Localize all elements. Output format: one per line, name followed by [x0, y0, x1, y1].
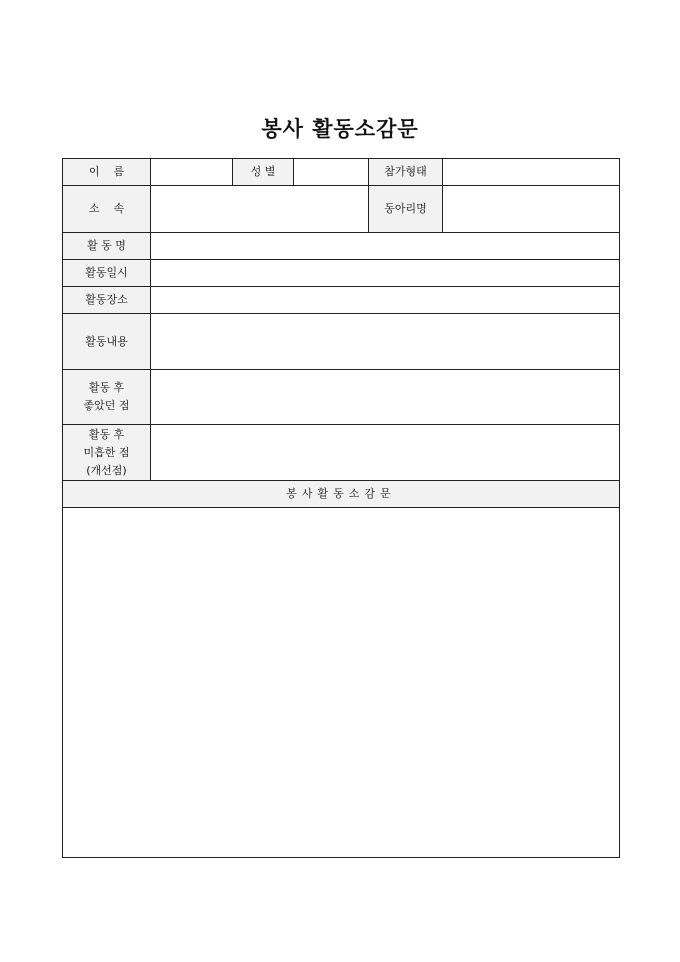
volunteer-reflection-form	[62, 158, 620, 858]
good-points-label-line-2: 좋았던 점	[83, 399, 130, 412]
improvement-field[interactable]	[151, 425, 620, 481]
reflection-section-header: 봉사활동소감문	[63, 481, 620, 508]
name-field[interactable]	[151, 159, 233, 186]
gender-field[interactable]	[294, 159, 369, 186]
activity-date-label: 활동일시	[63, 260, 151, 287]
club-name-field[interactable]	[443, 186, 620, 233]
activity-name-field[interactable]	[151, 233, 620, 260]
good-points-label-line-1: 활동 후	[88, 381, 125, 394]
page-title: 봉사 활동소감문	[261, 117, 419, 141]
activity-place-field[interactable]	[151, 287, 620, 314]
good-points-field[interactable]	[151, 370, 620, 425]
improvement-label-line-3: (개선점)	[86, 463, 127, 477]
improvement-label-line-1: 활동 후	[88, 427, 125, 441]
affiliation-field[interactable]	[151, 186, 369, 233]
activity-content-field[interactable]	[151, 314, 620, 370]
participation-type-label: 참가형태	[369, 159, 443, 186]
affiliation-label: 소 속	[63, 186, 151, 233]
club-name-label: 동아리명	[369, 186, 443, 233]
activity-place-label: 활동장소	[63, 287, 151, 314]
activity-name-label: 활 동 명	[63, 233, 151, 260]
improvement-label	[63, 425, 151, 481]
improvement-label-line-2: 미흡한 점	[83, 445, 130, 459]
activity-content-label: 활동내용	[63, 314, 151, 370]
good-points-label	[63, 370, 151, 425]
activity-date-field[interactable]	[151, 260, 620, 287]
gender-label: 성 별	[233, 159, 294, 186]
name-label: 이 름	[63, 159, 151, 186]
reflection-field[interactable]	[63, 508, 620, 858]
participation-type-field[interactable]	[443, 159, 620, 186]
